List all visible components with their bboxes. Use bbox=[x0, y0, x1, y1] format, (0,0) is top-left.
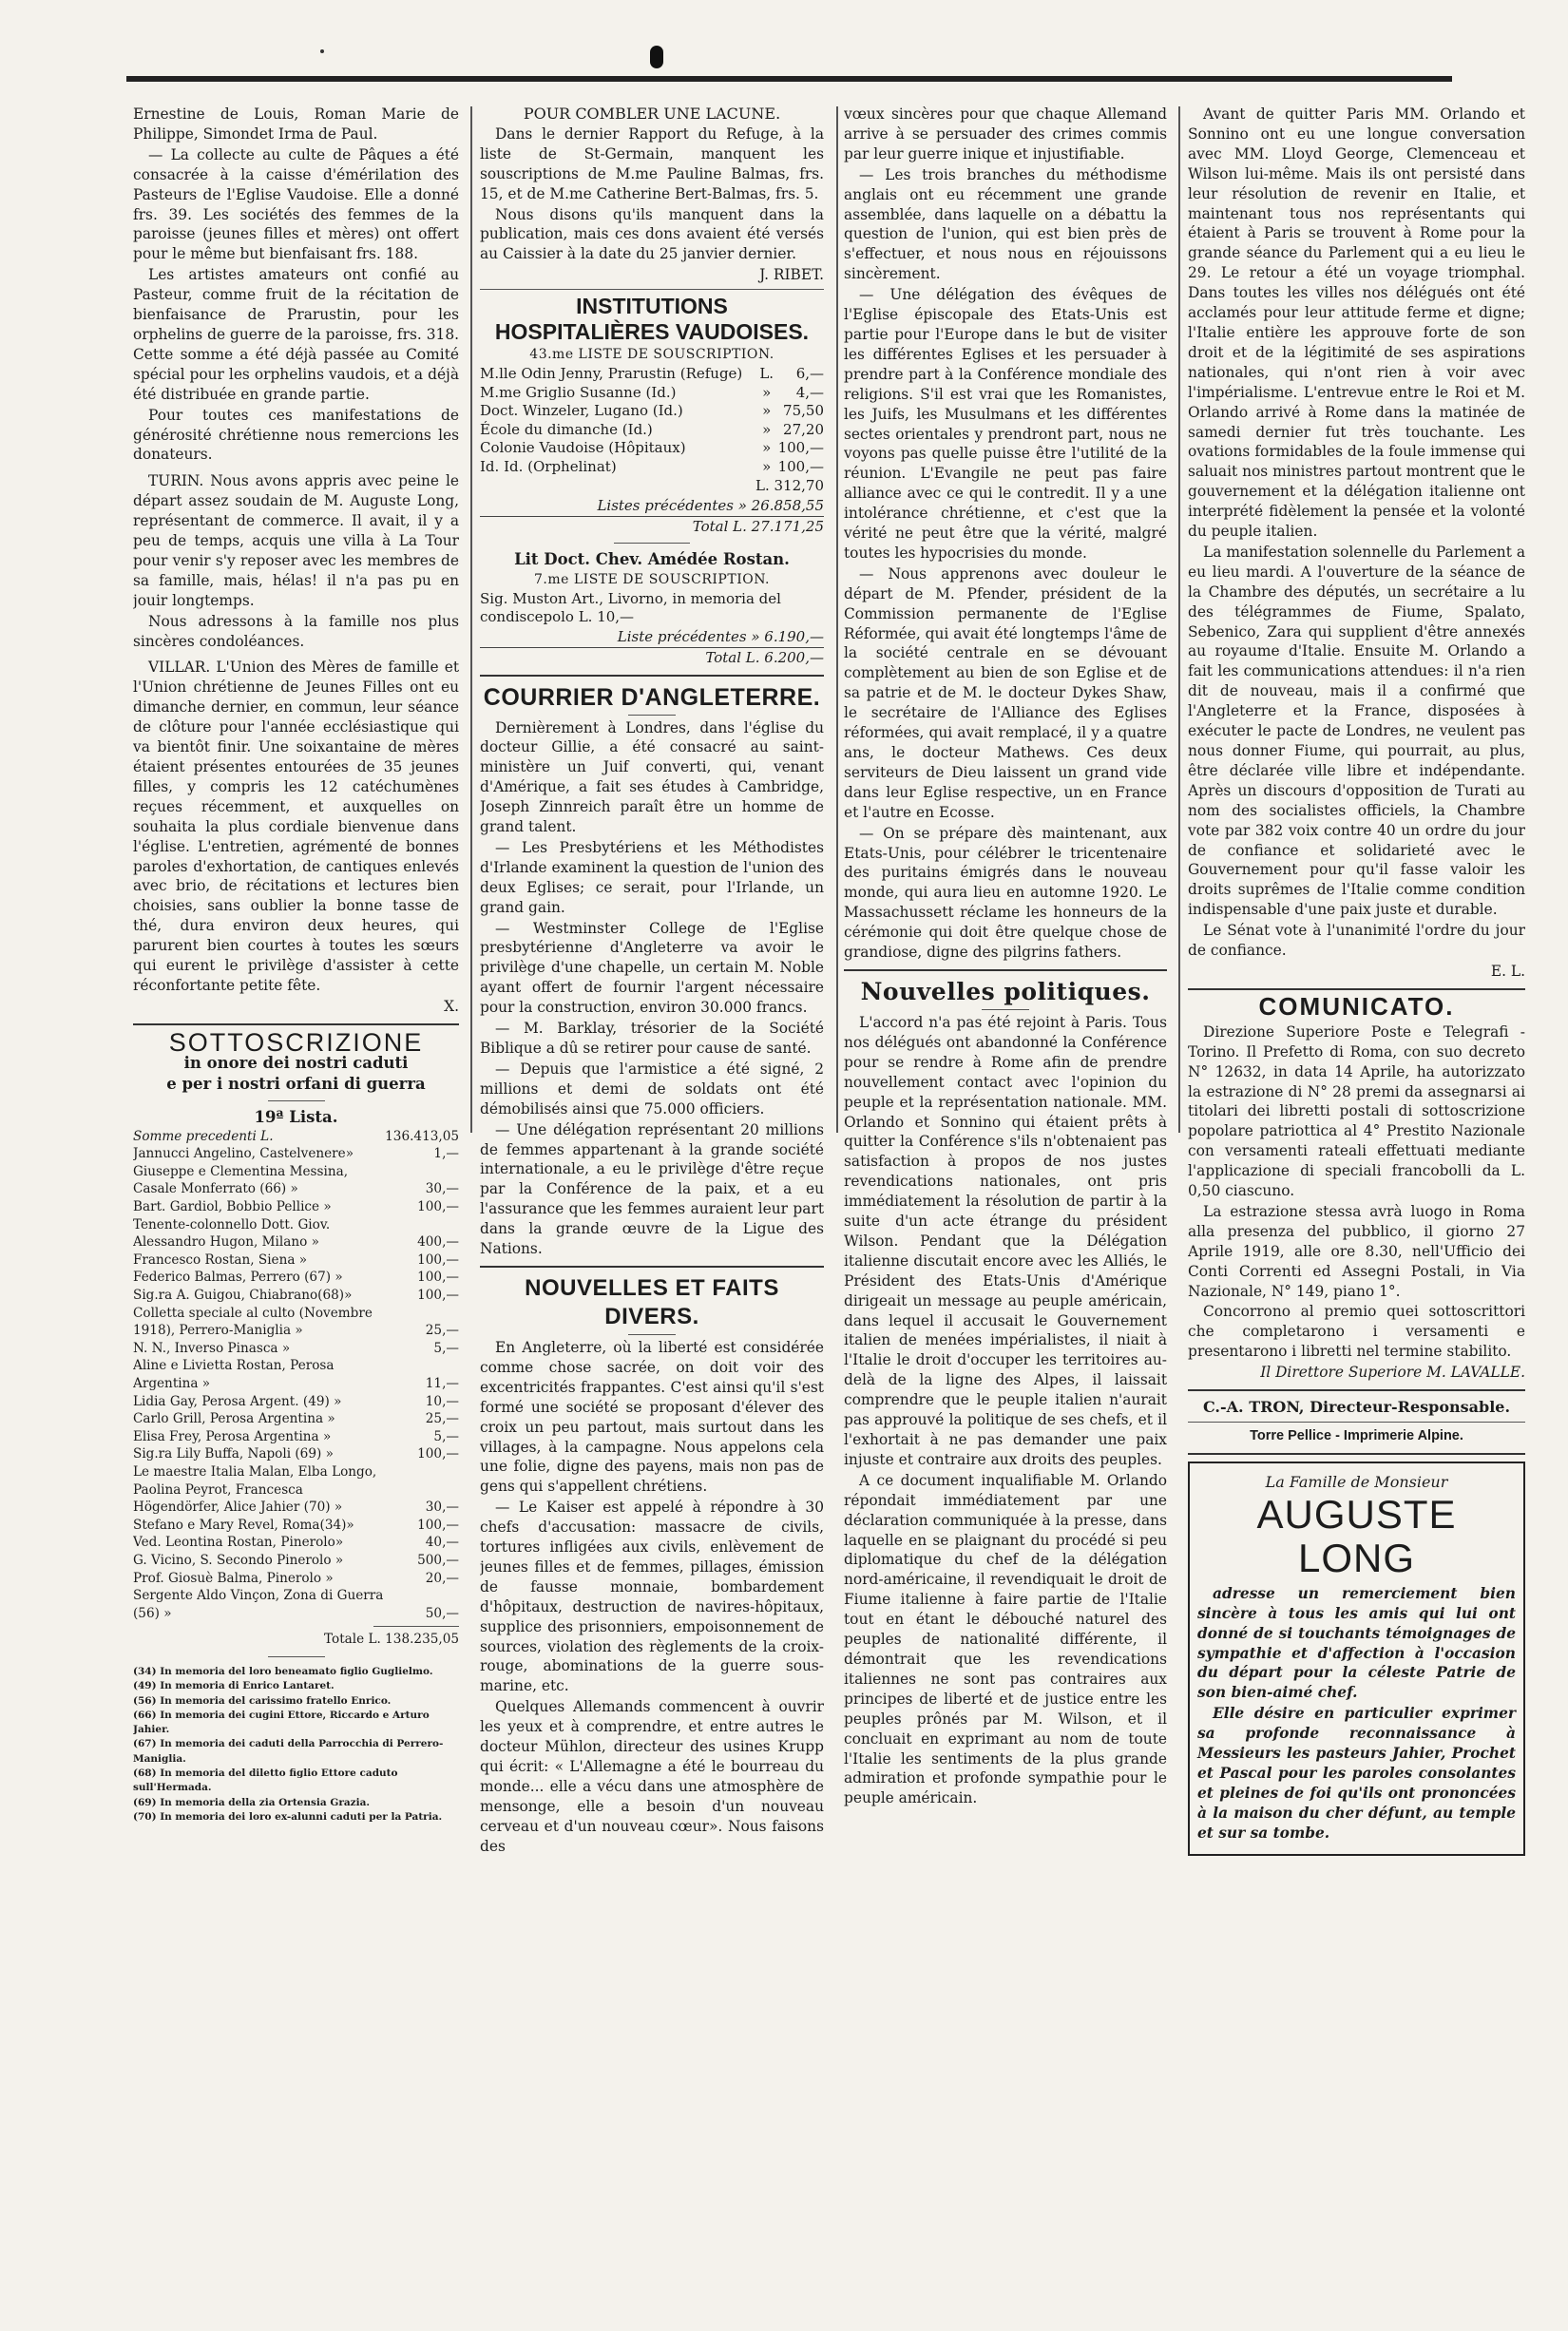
section-title: COMUNICATO. bbox=[1258, 991, 1455, 1021]
section-subtitle: in onore dei nostri caduti bbox=[183, 1053, 409, 1072]
footnote: (68) In memoria del diletto figlio Ettore caduto sull'Hermada. bbox=[133, 1767, 398, 1794]
section-subtitle: e per i nostri orfani di guerra bbox=[166, 1074, 426, 1093]
paragraph: Dernièrement à Londres, dans l'église du docteur Gillie, a été consacré au saint-ministère un Juif converti, qui, venant d'Amérique, a fait ses études à Cambridge, Joseph Zinnreich paraît être un homme de grand talent. bbox=[480, 718, 824, 836]
total: Total L. 6.200,— bbox=[480, 647, 824, 668]
section-title: SOTTOSCRIZIONE bbox=[168, 1027, 424, 1057]
paragraph: — On se prépare dès maintenant, aux Etats-Unis, pour célébrer le tricentenaire des puritains émigrés dans le nouveau monde, qui aura lieu en automne 1920. Le Massachussett réclame les honneurs de la cérémonie qui doit être quelque chose de grandiose, digne des pilgrins fathers. bbox=[844, 824, 1167, 962]
section-title: COURRIER D'ANGLETERRE. bbox=[483, 683, 821, 711]
paragraph: — Les trois branches du méthodisme anglais ont eu récemment une grande assemblée, dans laquelle on a débattu la question de l'union, qui est bien près de s'effectuer, et nous nous en réjouissons sincèrement. bbox=[844, 165, 1167, 283]
footnote: (69) In memoria della zia Ortensia Grazia. bbox=[133, 1796, 371, 1808]
list-item: Prof. Giosuè Balma, Pinerolo » 20,— bbox=[133, 1570, 459, 1586]
subtotal: L. 312,70 bbox=[755, 477, 824, 495]
family-notice bbox=[1188, 1462, 1525, 1856]
list-title: 19ª Lista. bbox=[254, 1107, 338, 1126]
section-title: POUR COMBLER UNE LACUNE. bbox=[523, 105, 781, 123]
print-speck bbox=[320, 49, 324, 53]
column-3 bbox=[844, 105, 1167, 2233]
notice-intro: La Famille de Monsieur bbox=[1265, 1472, 1448, 1491]
list-item: Somme precedenti L. 136.413,05 bbox=[133, 1128, 459, 1144]
paragraph: Elle désire en particulier exprimer sa profonde reconnaissance à Messieurs les pasteurs Jahier, Prochet et Pascal pour les paroles consolantes et pleines de foi qu'ils ont prononcées à la maison du cher défunt, au temple et sur sa tombe. bbox=[1197, 1705, 1516, 1842]
column-2 bbox=[480, 105, 824, 2233]
table-row: Doct. Winzeler, Lugano (Id.) » 75,50 bbox=[480, 402, 824, 420]
paragraph: TURIN. Nous avons appris avec peine le départ assez soudain de M. Auguste Long, représentant de commerce. Il avait, il y a peu de temps, acquis une villa à La Tour pour venir s'y reposer avec les membres de sa famille, mais, hélas! il n'a pas pu en jouir longtemps. bbox=[133, 472, 459, 609]
section-rule bbox=[133, 1023, 459, 1025]
footnote: (67) In memoria dei caduti della Parrocchia di Perrero-Maniglia. bbox=[133, 1738, 444, 1765]
section-rule bbox=[1188, 1389, 1525, 1391]
donation-list bbox=[133, 1128, 459, 1623]
table-row: M.lle Odin Jenny, Prarustin (Refuge) L. 6,— bbox=[480, 365, 824, 383]
section-rule bbox=[1188, 1453, 1525, 1455]
previous-lists: Listes précédentes » 26.858,55 bbox=[597, 496, 824, 514]
section-rule bbox=[844, 969, 1167, 971]
paragraph: La manifestation solennelle du Parlement a eu lieu mardi. A l'ouverture de la séance de la Chambre des députés, un secrétaire a lu des télégrammes de Fiume, Spalato, Sebenico, Zara qui supplient d'être annexés au royaume d'Italie. Ensuite M. Orlando a fait les communications attendues: il n'a rien dit de nouveau, mais il a confirmé que l'Angleterre et la France, disposées à exécuter le pacte de Londres, ne veulent pas nous donner Fiume, qui pourrait, au plus, être déclarée ville libre et indépendante. Après un discours d'opposition de Turati au nom des socialistes officiels, la Chambre vote par 382 voix contre 40 un ordre du jour de confiance et solidarieté avec le Gouvernement pour qu'il fasse valoir les droits suprêmes de l'Italie comme condition indispensable d'une paix juste et durable. bbox=[1188, 543, 1525, 919]
section-title: Nouvelles politiques. bbox=[860, 977, 1151, 1005]
list-item: Carlo Grill, Perosa Argentina » 25,— bbox=[133, 1411, 459, 1427]
subscription-table bbox=[480, 365, 824, 476]
section-rule bbox=[480, 1266, 824, 1268]
paragraph: — Nous apprenons avec douleur le départ de M. Pfender, président de la Commission permanente de l'Eglise Réformée, qui avait été longtemps l'âme de la société centrale en se dévouant complètement au bien de son Eglise et de sa patrie et de M. le docteur Dykes Shaw, le secrétaire de l'Alliance des Eglises réformées, qui avait remplacé, il y a quatre ans, le docteur Mathews. Ces deux serviteurs de Dieu laissent un grand vide dans leur Eglise respective, un en France et l'autre en Ecosse. bbox=[844, 564, 1167, 821]
divider bbox=[628, 715, 676, 716]
list-item: Giuseppe e Clementina Messina, Casale Monferrato (66) » 30,— bbox=[133, 1163, 459, 1197]
list-item: Sergente Aldo Vinçon, Zona di Guerra (56) » 50,— bbox=[133, 1588, 459, 1621]
signature: E. L. bbox=[1490, 962, 1525, 980]
paragraph: — Une délégation représentant 20 millions de femmes appartenant à la grande société internationale, a eu le privilège d'être reçue par la Conférence de la paix, et a eu l'assurance que les femmes auraient leur part dans la grande œuvre de la Ligue des Nations. bbox=[480, 1120, 824, 1258]
paragraph: adresse un remerciement bien sincère à tous les amis qui lui ont donné de si touchants témoignages de sympathie et d'affection à l'occasion du départ pour la céleste Patrie de son bien-aimé chef. bbox=[1197, 1584, 1516, 1702]
divider bbox=[1188, 1422, 1525, 1423]
signature: X. bbox=[444, 997, 459, 1015]
printer-line: Torre Pellice - Imprimerie Alpine. bbox=[1250, 1428, 1463, 1443]
list-item: Sig.ra Lily Buffa, Napoli (69) » 100,— bbox=[133, 1446, 459, 1462]
section-subtitle: 43.me LISTE DE SOUSCRIPTION. bbox=[529, 347, 774, 363]
list-item: Ved. Leontina Rostan, Pinerolo» 40,— bbox=[133, 1535, 459, 1551]
footnotes bbox=[133, 1665, 459, 1825]
paragraph: Nous disons qu'ils manquent dans la publication, mais ces dons avaient été versés au Caissier à la date du 25 janvier dernier. bbox=[480, 205, 824, 263]
paragraph: — Le Kaiser est appelé à répondre à 30 chefs d'accusation: massacre de civils, tortures infligées aux civils, enlèvement de jeunes filles et de femmes, pillages, émission de fausse monnaie, bombardement d'hôpitaux, destruction de navires-hôpitaux, supplice des prisonniers, empoisonnement de sources, violation des règlements de la croix-rouge, abominations de la guerre sous-marine, etc. bbox=[480, 1499, 824, 1695]
paragraph: VILLAR. L'Union des Mères de famille et l'Union chrétienne de Jeunes Filles ont eu dimanche dernier, en commun, leur séance de clôture pour l'année ecclésiastique qui va bientôt finir. Une soixantaine de mères étaient présentes entourées de 35 jeunes filles, y compris les 12 catéchumènes reçues récemment, et auxquelles on souhaita la plus cordiale bienvenue dans l'église. L'entretien, agrémenté de bonnes paroles d'exhortation, de cantiques enlevés avec brio, de récitations et lectures bien choisies, sans oublier la bonne tasse de thé, dura environ deux heures, qui parurent bien courtes à toutes les sœurs qui eurent le privilège d'assister à cette réconfortante petite fête. bbox=[133, 659, 459, 994]
paragraph: Quelques Allemands commencent à ouvrir les yeux et à comprendre, et entre autres le docteur Mühlon, directeur des usines Krupp qui écrit: « L'Allemagne a été le bourreau du monde... elle a vécu dans une atmosphère de mensonge, elle a besoin d'un nouveau cerveau et d'un nouveau cœur». Nous faisons des bbox=[480, 1698, 824, 1855]
paragraph: — M. Barklay, trésorier de la Société Biblique a dû se retirer pour cause de santé. bbox=[480, 1020, 824, 1057]
paragraph: Nous adressons à la famille nos plus sincères condoléances. bbox=[133, 612, 459, 650]
column-rule bbox=[1178, 106, 1180, 1133]
footnote: (34) In memoria del loro beneamato figlio Guglielmo. bbox=[133, 1665, 433, 1677]
paragraph: En Angleterre, où la liberté est considérée comme chose sacrée, on doit voir des excentricités frappantes. C'est ainsi qu'il s'est formé une société se proposant d'élever des croix un peu partout, mais surtout dans les villages, à la campagne. Nous appelons cela une folie, digne des payens, mais non pas de gens qui s'appellent chrétiens. bbox=[480, 1338, 824, 1496]
column-rule bbox=[470, 106, 472, 1133]
list-item: Federico Balmas, Perrero (67) » 100,— bbox=[133, 1270, 459, 1286]
table-row: École du dimanche (Id.) » 27,20 bbox=[480, 420, 824, 438]
list-item: Jannucci Angelino, Castelvenere» 1,— bbox=[133, 1146, 459, 1162]
paragraph: L'accord n'a pas été rejoint à Paris. Tous nos délégués ont abandonné la Conférence pour se rendre à Rome afin de prendre nouvellement contact avec l'opinion du peuple et la représentation nationale. MM. Orlando et Sonnino qui étaient prêts à quitter la Conférence s'ils n'obtenaient pas satisfaction à propos de nos justes revendications nationales, ont pris immédiatement la résolution de partir à la suite d'un acte étrange du président Wilson. Pendant que la Délégation italienne discutait encore avec les Alliés, le Président des Etats-Unis d'Amérique dirigeait un message au peuple américain, dans lequel il accusait le Gouvernement italien de menées impérialistes, il niait à l'Italie le droit d'occuper les territoires au-delà de la ligne des Alpes, il laissait comprendre que le peuple italien n'aurait pas approuvé la politique de ses chefs, et il l'exhortait à ne pas demander une paix injuste et contraire aux droits des peuples. bbox=[844, 1013, 1167, 1468]
list-item: Sig.ra A. Guigou, Chiabrano(68)» 100,— bbox=[133, 1288, 459, 1304]
section-title: HOSPITALIÈRES VAUDOISES. bbox=[494, 319, 810, 345]
paragraph: Concorrono al premio quei sottoscrittori che completarono i versamenti e presentarono i libretti nel termine stabilito. bbox=[1188, 1303, 1525, 1361]
list-item: Elisa Frey, Perosa Argentina » 5,— bbox=[133, 1428, 459, 1444]
list-item: Aline e Livietta Rostan, Perosa Argentina » 11,— bbox=[133, 1358, 459, 1391]
list-item: Bart. Gardiol, Bobbio Pellice » 100,— bbox=[133, 1199, 459, 1215]
divider bbox=[373, 1626, 459, 1627]
divider bbox=[982, 1009, 1029, 1010]
list-total: Totale L. 138.235,05 bbox=[324, 1632, 459, 1648]
list-item: Le maestre Italia Malan, Elba Longo, Paolina Peyrot, Francesca Högendörfer, Alice Jahier (70) » 30,— bbox=[133, 1463, 459, 1516]
section-title: INSTITUTIONS bbox=[576, 294, 728, 319]
table-row: Id. Id. (Orphelinat) » 100,— bbox=[480, 457, 824, 475]
total: Total L. 27.171,25 bbox=[480, 516, 824, 537]
divider bbox=[268, 1656, 325, 1657]
section-subtitle: 7.me LISTE DE SOUSCRIPTION. bbox=[534, 571, 770, 587]
column-1 bbox=[133, 105, 459, 2233]
paragraph: Ernestine de Louis, Roman Marie de Philippe, Simondet Irma de Paul. bbox=[133, 105, 459, 143]
paragraph: La estrazione stessa avrà luogo in Roma alla presenza del pubblico, il giorno 27 Aprile 1919, alle ore 8.30, nell'Ufficio dei Conti Correnti ed Assegni Postali, in Via Nazionale, N° 149, piano 1°. bbox=[1188, 1202, 1525, 1300]
section-rule bbox=[1188, 988, 1525, 990]
editor-line: C.-A. TRON, Directeur-Responsable. bbox=[1202, 1398, 1511, 1417]
table-row: Colonie Vaudoise (Hôpitaux) » 100,— bbox=[480, 439, 824, 457]
column-4 bbox=[1188, 105, 1525, 2233]
section-title: Lit Doct. Chev. Amédée Rostan. bbox=[514, 549, 790, 568]
paragraph: — Les Presbytériens et les Méthodistes d'Irlande examinent la question de l'union des deux Eglises; ce serait, pour l'Irlande, un grand gain. bbox=[480, 838, 824, 916]
list-item: Tenente-colonnello Dott. Giov. Alessandro Hugon, Milano » 400,— bbox=[133, 1216, 459, 1251]
divider bbox=[268, 1100, 325, 1101]
paragraph: — Depuis que l'armistice a été signé, 2 millions et demi de soldats ont été démobilisés ainsi que 75.000 officiers. bbox=[480, 1060, 824, 1118]
paragraph: — Une délégation des évêques de l'Eglise épiscopale des Etats-Unis est partie pour l'Europe dans le but de visiter les différentes Eglises et les persuader à prendre part à la Conférence mondiale des religions. S'il est vrai que les Romanistes, les Juifs, les Musulmans et les différentes sectes orientales y prendront part, nous ne voyons pas quelle puisse être l'utilité de la réunion. L'Evangile ne peut pas faire alliance avec ce qui le contredit. Il y a une intolérance chrétienne, et c'est que la vérité ne peut être que la vérité, malgré toutes les hypocrisies du monde. bbox=[844, 286, 1167, 562]
footnote: (49) In memoria di Enrico Lantaret. bbox=[133, 1680, 335, 1692]
paragraph: Pour toutes ces manifestations de générosité chrétienne nous remercions les donateurs. bbox=[133, 406, 459, 464]
signature: J. RIBET. bbox=[759, 266, 824, 284]
paragraph: — Westminster College de l'Eglise presbytérienne d'Angleterre va avoir le privilège d'une chapelle, un certain M. Noble ayant offert de fournir l'argent nécessaire pour la construction, environ 30.000 francs. bbox=[480, 919, 824, 1017]
list-item: Colletta speciale al culto (Novembre 1918), Perrero-Maniglia » 25,— bbox=[133, 1305, 459, 1339]
ink-blot bbox=[650, 46, 663, 68]
paragraph: Avant de quitter Paris MM. Orlando et Sonnino ont eu une longue conversation avec MM. Lloyd George, Clemenceau et Wilson lui-même. Mais ils ont persisté dans leur résolution de revenir en Italie, et maintenant tous nos représentants qui étaient à Paris se trouvent à Rome pour la grande séance du Parlement qui a eu lieu le 29. Le retour a été un voyage triomphal. Dans toutes les villes nos délégués ont été acclamés pour leur attitude ferme et digne; l'Italie entière les approuve forte de son droit et de la légitimité de ses aspirations nationales, qui n'ont rien à voir avec l'impérialisme. L'entrevue entre le Roi et M. Orlando arrivé à Rome dans la matinée de samedi dernier fut très touchante. Les ovations formidables de la foule immense qui saluait nos ministres partout montrent que le gouvernement et la délégation italienne ont interprété fidèlement la pensée et la volonté du peuple italien. bbox=[1188, 105, 1525, 541]
list-item: Sig. Muston Art., Livorno, in memoria del condiscepolo L. 10,— bbox=[480, 589, 781, 626]
paragraph: Dans le dernier Rapport du Refuge, à la liste de St-Germain, manquent les souscriptions de M.me Pauline Balmas, frs. 15, et de M.me Catherine Bert-Balmas, frs. 5. bbox=[480, 124, 824, 202]
list-item: Stefano e Mary Revel, Roma(34)» 100,— bbox=[133, 1517, 459, 1533]
section-rule bbox=[480, 675, 824, 677]
paragraph: Le Sénat vote à l'unanimité l'ordre du jour de confiance. bbox=[1188, 922, 1525, 960]
list-item: G. Vicino, S. Secondo Pinerolo » 500,— bbox=[133, 1552, 459, 1568]
divider bbox=[628, 1334, 676, 1335]
section-title: NOUVELLES ET FAITS DIVERS. bbox=[525, 1274, 779, 1329]
footnote: (56) In memoria del carissimo fratello Enrico. bbox=[133, 1694, 392, 1707]
paragraph: Direzione Superiore Poste e Telegrafi - Torino. Il Prefetto di Roma, con suo decreto N° 12632, in data 14 Aprile, ha autorizzato la estrazione di N° 28 premi da assegnarsi ai titolari dei libretti postali di sottoscrizione popolare patriottica al 4° Prestito Nazionale con versamenti rateali effettuati mediante l'applicazione di speciali francobolli da L. 0,50 ciascuno. bbox=[1188, 1022, 1525, 1200]
list-item: Francesco Rostan, Siena » 100,— bbox=[133, 1251, 459, 1268]
paragraph: — La collecte au culte de Pâques a été consacrée à la caisse d'émérilation des Pasteurs de l'Eglise Vaudoise. Elle a donné frs. 39. Les sociétés des femmes de la paroisse (jeunes filles et mères) ont offert pour le même but bienfaisant frs. 188. bbox=[133, 145, 459, 263]
footnote: (66) In memoria dei cugini Ettore, Riccardo e Arturo Jahier. bbox=[133, 1709, 430, 1736]
list-item: Lidia Gay, Perosa Argent. (49) » 10,— bbox=[133, 1393, 459, 1409]
previous-lists: Liste précédentes » 6.190,— bbox=[617, 627, 824, 645]
paragraph: A ce document inqualifiable M. Orlando répondait immédiatement par une déclaration communiquée à la presse, dans laquelle en se plaignant du procédé si peu diplomatique du chef de la délégation nord-américaine, il revendiquait le droit de Fiume italienne à faire partie de l'Italie tout en étant le débouché naturel des peuples de nationalité différente, il démontrait que les revendications italiennes ne sont pas contraires aux principes de liberté et de justice entre les peuples prônés par M. Wilson, et il concluait en exprimant au nom de toute l'Italie les sentiments de la plus grande admiration et profonde sympathie pour le peuple américain. bbox=[844, 1471, 1167, 1807]
paragraph: Les artistes amateurs ont confié au Pasteur, comme fruit de la récitation de bienfaisance de Prarustin, pour les orphelins de guerre de la paroisse, frs. 318. Cette somme a été déjà passée au Comité spécial pour les orphelins vaudois, et a déjà été distribuée en grande partie. bbox=[133, 266, 459, 403]
header-rule bbox=[126, 76, 1452, 82]
table-row: M.me Griglio Susanne (Id.) » 4,— bbox=[480, 383, 824, 401]
list-item: N. N., Inverso Pinasca » 5,— bbox=[133, 1340, 459, 1356]
notice-name: AUGUSTE LONG bbox=[1256, 1491, 1457, 1580]
paragraph: vœux sincères pour que chaque Allemand arrive à se persuader des crimes commis par leur guerre inique et injustifiable. bbox=[844, 105, 1167, 162]
divider bbox=[480, 289, 824, 290]
footnote: (70) In memoria dei loro ex-alunni caduti per la Patria. bbox=[133, 1810, 443, 1823]
column-rule bbox=[836, 106, 838, 1133]
signature: Il Direttore Superiore M. LAVALLE. bbox=[1260, 1364, 1525, 1382]
divider bbox=[614, 543, 690, 544]
